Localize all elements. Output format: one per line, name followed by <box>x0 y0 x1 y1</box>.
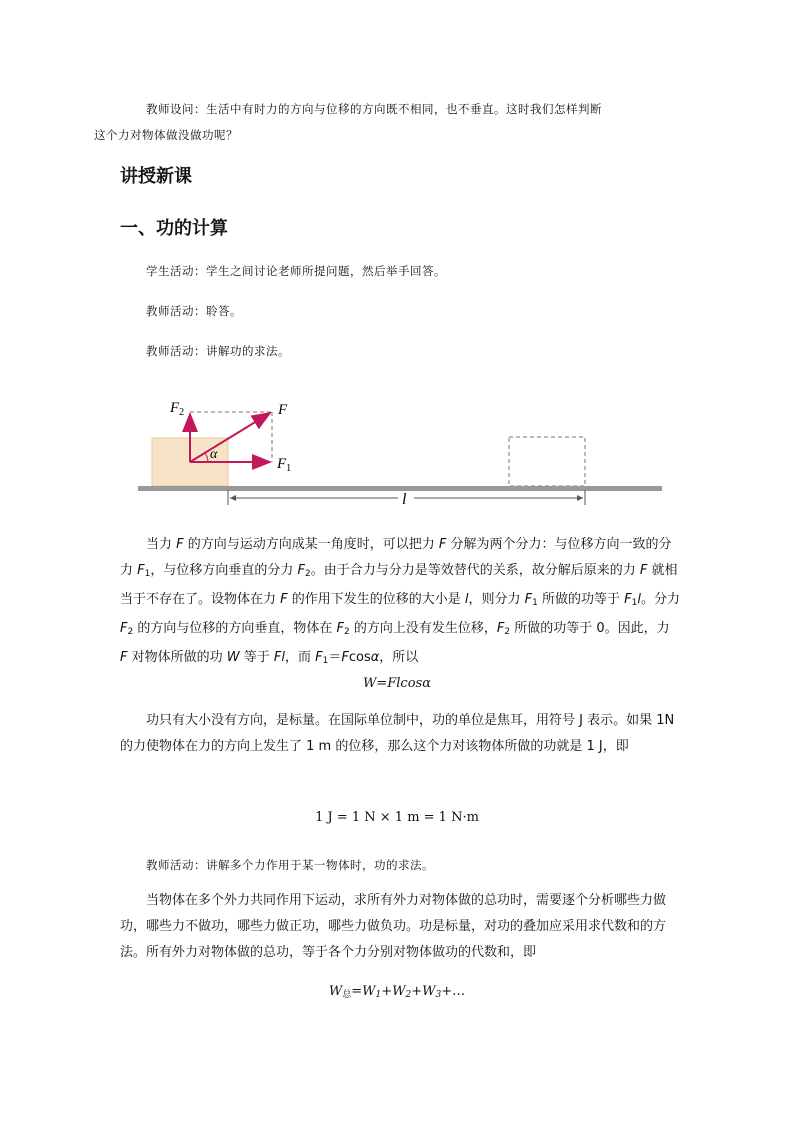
paragraph-total-work: 当物体在多个外力共同作用下运动，求所有外力对物体做的总功时，需要逐个分析哪些力做功，哪些力不做功，哪些力做正功，哪些力做负功。功是标量，对功的叠加应采用求代数和的方法。所有外力对物体做的总功，等于各个力分别对物体做功的代数和，即 <box>120 893 667 960</box>
label-f: F <box>278 402 288 418</box>
formula-total-work: $W_总=W_1+W_2+W_3+\dots$ <box>328 984 466 1000</box>
formula-work: W=Flcosα <box>363 676 431 691</box>
heading-work-calculation: 一、功的计算 <box>120 218 228 239</box>
paragraph-decomposition: 当力 F 的方向与运动方向成某一角度时，可以把力 F 分解为两个分力：与位移方向一致的分力 $F_1$，与位移方向垂直的分力 $F_2$。由于合力与分力是等效替代的关系，故分解后原来的力 F 就相当于不存在了。设物体在力 F 的作用下发生的位移的大小是 l，则分力 $F_1$ 所做的功等于 $F_1l$。分力 $F_2$ 的方向与位移的方向垂直，物体在 $F_2$ 的方向上没有发生位移，$F_2$ 所做的功等于 0。因此，力 F 对物体所做的功 W 等于 Fl，而 $F_1=Fcos\alpha$，所以 <box>120 537 680 666</box>
teacher-activity-2: 教师活动：讲解功的求法。 <box>146 344 290 358</box>
label-f2: $F_2$ <box>170 400 185 418</box>
student-activity: 学生活动：学生之间讨论老师所提问题，然后举手回答。 <box>146 264 446 278</box>
teacher-activity-1: 教师活动：聆答。 <box>146 304 242 318</box>
heading-new-lesson: 讲授新课 <box>120 166 192 187</box>
teacher-activity-3: 教师活动：讲解多个力作用于某一物体时，功的求法。 <box>146 858 434 872</box>
label-alpha: α <box>210 447 218 462</box>
intro-question <box>94 96 680 148</box>
paragraph-unit: 功只有大小没有方向，是标量。在国际单位制中，功的单位是焦耳，用符号 J 表示。如果 1N 的力使物体在力的方向上发生了 1 m 的位移，那么这个力对该物体所做的功就是 1 J，即 <box>120 713 675 754</box>
block-end-dashed <box>509 437 585 486</box>
intro-line1: 教师设问：生活中有时力的方向与位移的方向既不相同，也不垂直。这时我们怎样判断 <box>146 102 602 116</box>
formula-joule: 1 J = 1 N × 1 m = 1 N·m <box>315 810 479 825</box>
label-l: l <box>402 491 407 508</box>
ground <box>138 486 662 491</box>
force-decomposition-figure <box>130 392 670 512</box>
intro-line2: 这个力对物体做没做功呢？ <box>94 128 238 142</box>
label-f1: $F_1$ <box>277 456 292 474</box>
